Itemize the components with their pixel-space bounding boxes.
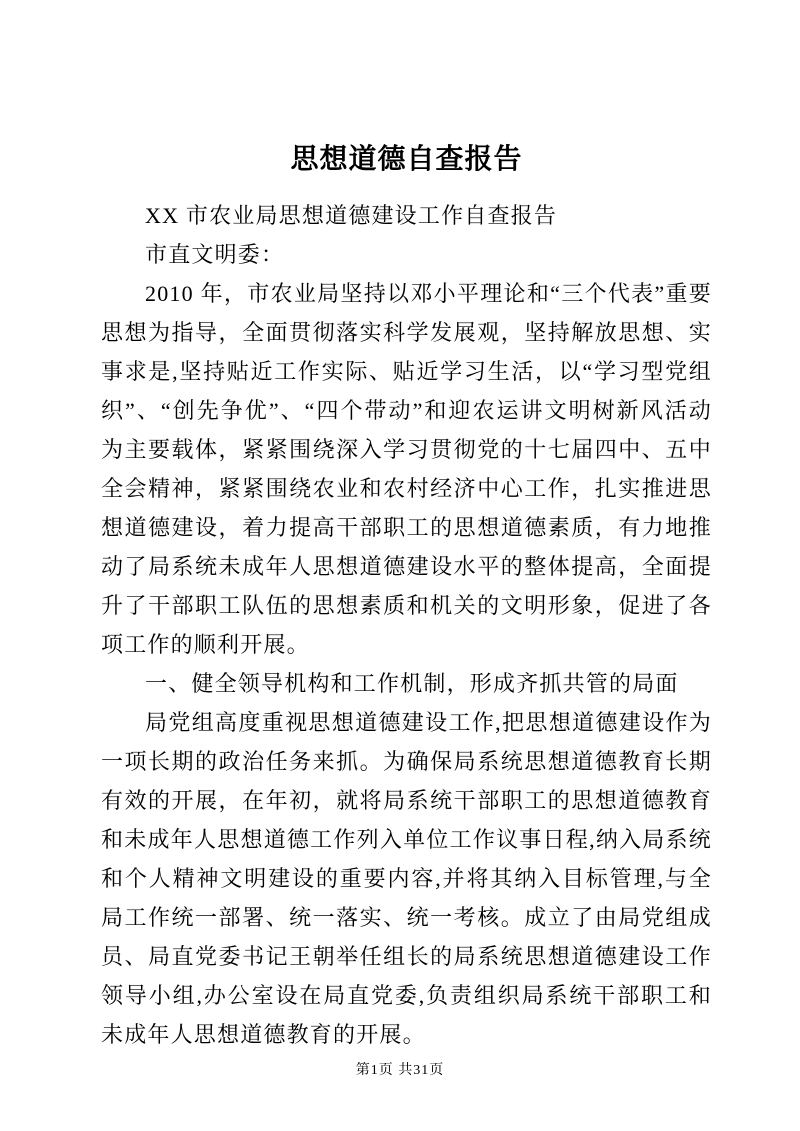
paragraph-subtitle: XX 市农业局思想道德建设工作自查报告 xyxy=(145,203,558,228)
document-title: 思想道德自查报告 xyxy=(290,144,523,175)
paragraph-salutation: 市直文明委： xyxy=(145,242,285,267)
document-content xyxy=(101,138,712,1054)
page-footer xyxy=(0,1059,800,1079)
paragraph-section-heading: 一、健全领导机构和工作机制，形成齐抓共管的局面 xyxy=(145,671,679,696)
paragraph-intro: 2010 年，市农业局坚持以邓小平理论和“三个代表”重要思想为指导，全面贯彻落实科学发展观，坚持解放思想、实事求是,坚持贴近工作实际、贴近学习生活，以“学习型党组织”、“创先争优”、“四个带动”和迎农运讲文明树新风活动为主要载体，紧紧围绕深入学习贯彻党的十七届四中、五中全会精神，紧紧围绕农业和农村经济中心工作，扎实推进思想道德建设，着力提高干部职工的思想道德素质，有力地推动了局系统未成年人思想道德建设水平的整体提高，全面提升了干部职工队伍的思想素质和机关的文明形象，促进了各项工作的顺利开展。 xyxy=(101,281,712,657)
page-number-indicator: 第1页 共31页 xyxy=(355,1063,445,1078)
paragraph-section-body: 局党组高度重视思想道德建设工作,把思想道德建设作为一项长期的政治任务来抓。为确保局系统思想道德教育长期有效的开展，在年初，就将局系统干部职工的思想道德教育和未成年人思想道德工作列入单位工作议事日程,纳入局系统和个人精神文明建设的重要内容,并将其纳入目标管理,与全局工作统一部署、统一落实、统一考核。成立了由局党组成员、局直党委书记王朝举任组长的局系统思想道德建设工作领导小组,办公室设在局直党委,负责组织局系统干部职工和未成年人思想道德教育的开展。 xyxy=(101,710,712,1047)
